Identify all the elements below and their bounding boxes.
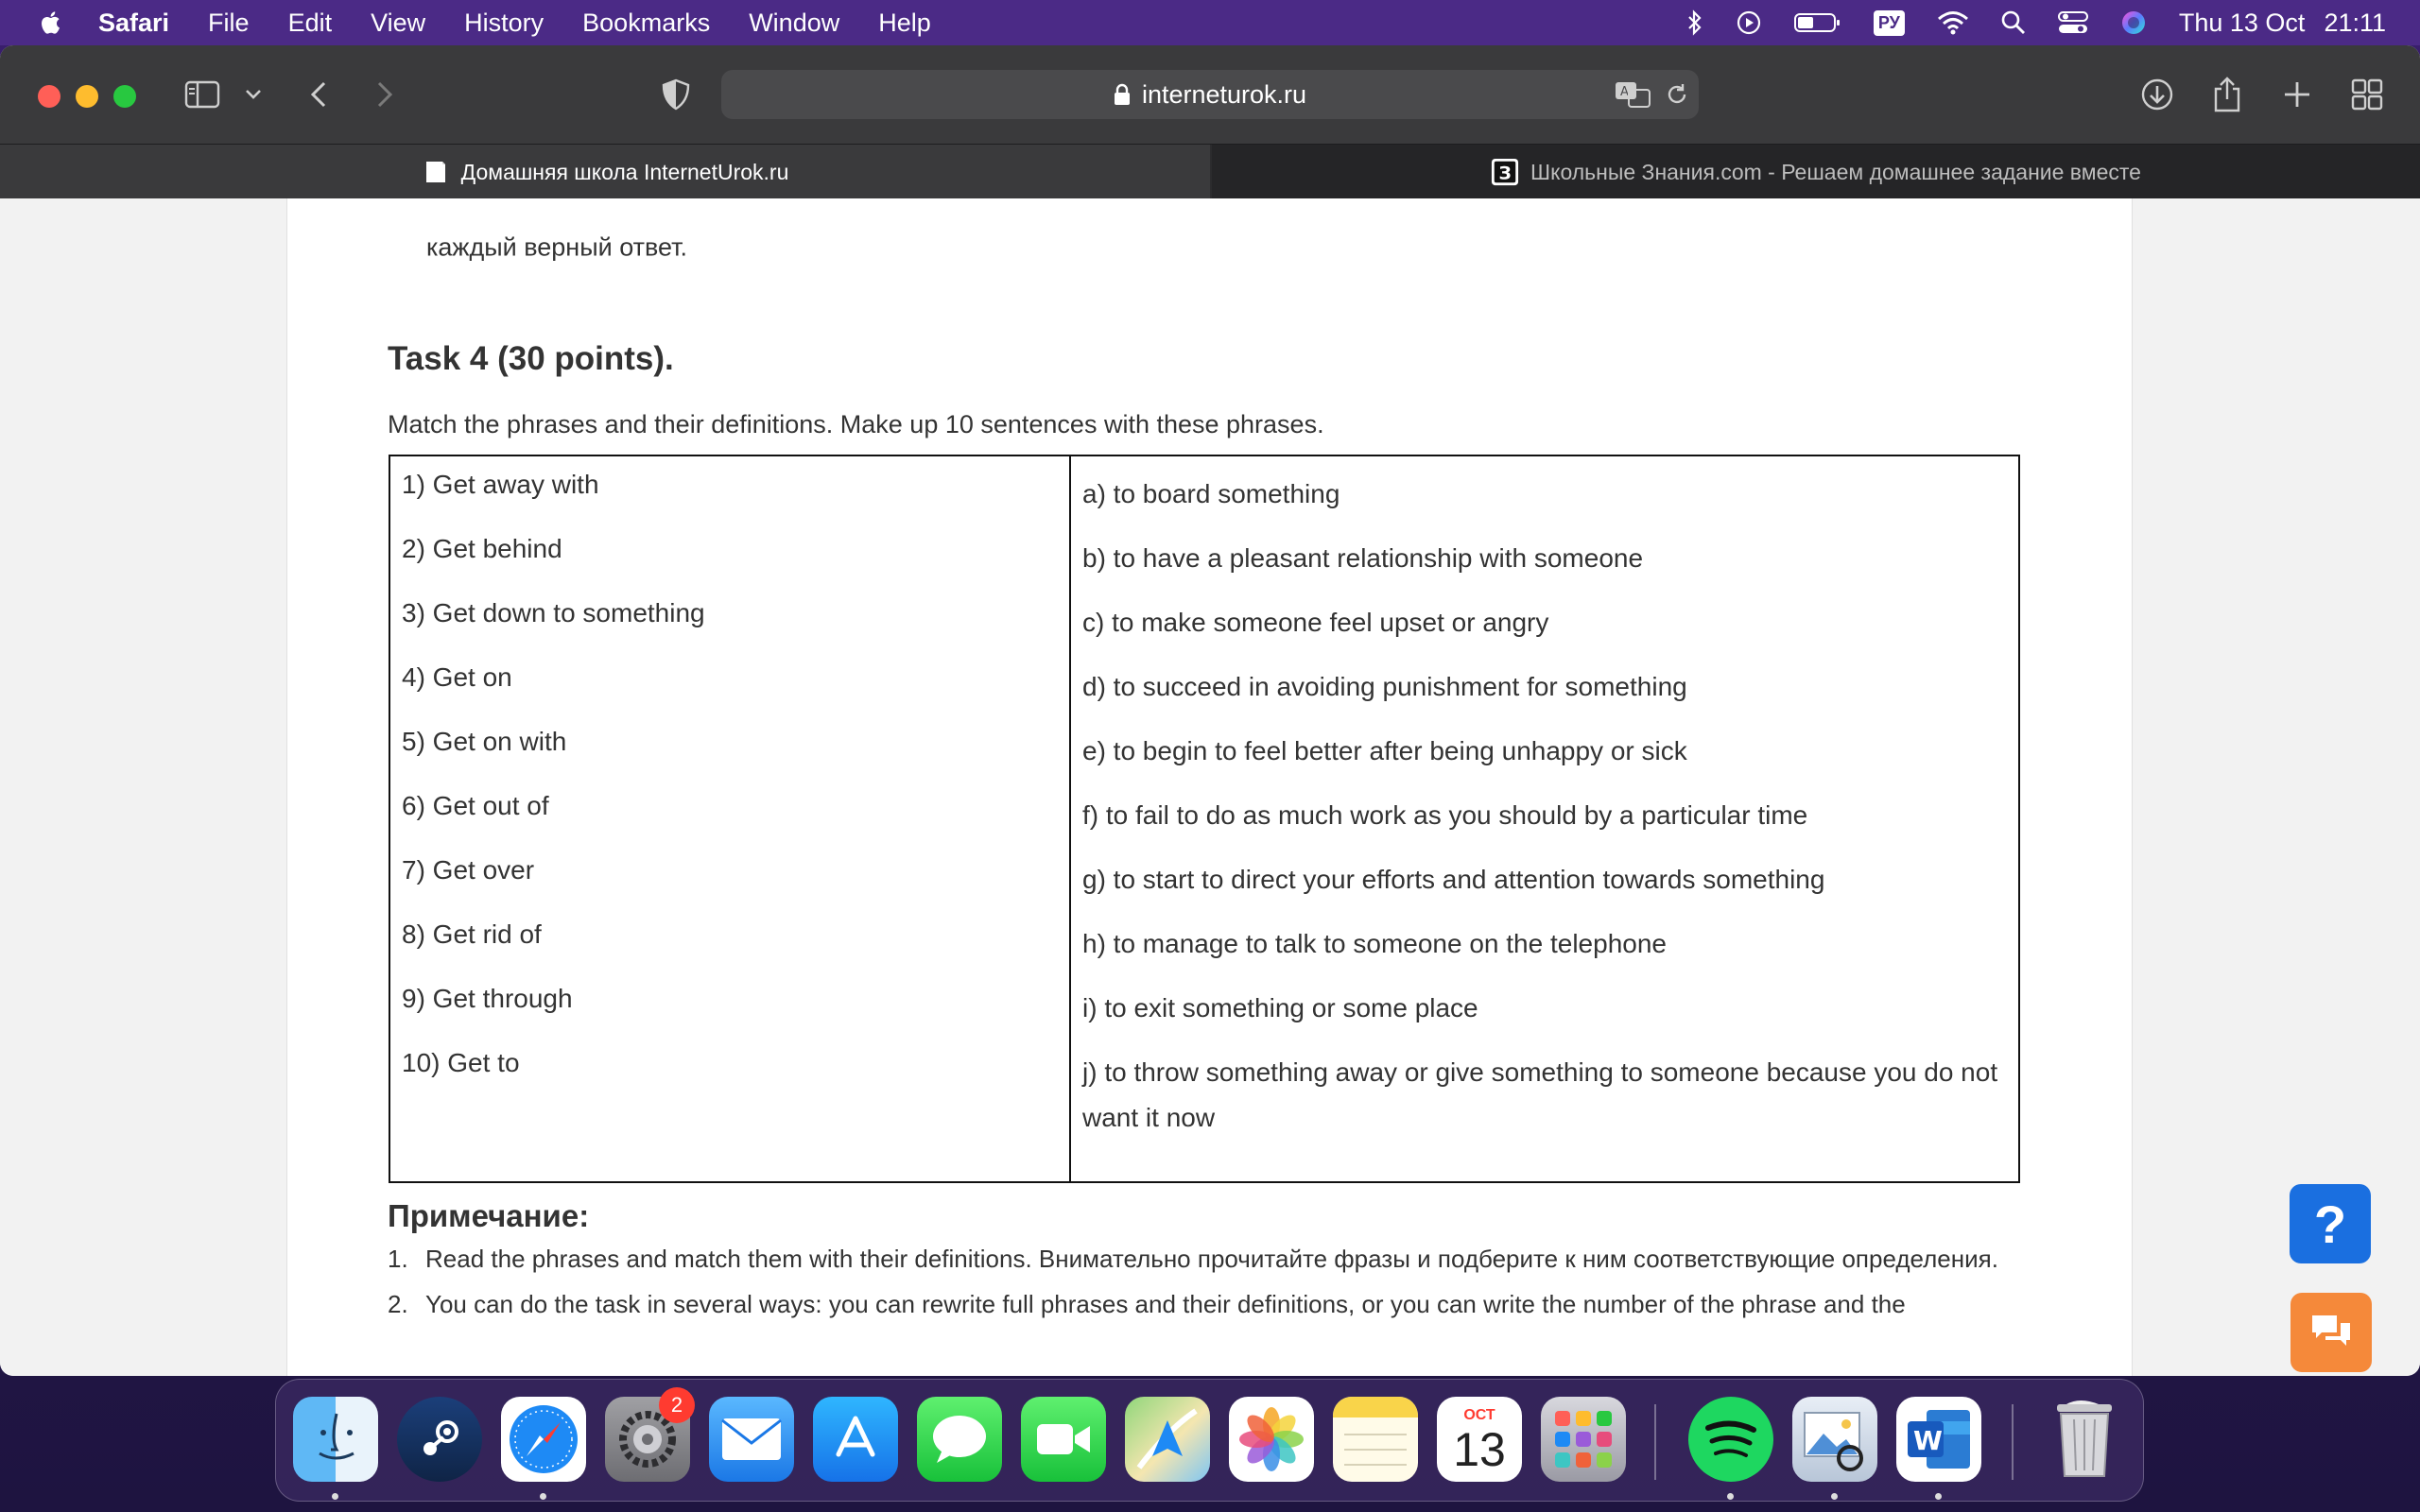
spotify-icon[interactable] bbox=[1688, 1397, 1773, 1482]
privacy-report-icon[interactable] bbox=[660, 76, 692, 113]
search-icon[interactable] bbox=[2001, 10, 2026, 35]
definition-item: i) to exit something or some place bbox=[1082, 993, 1478, 1022]
running-indicator bbox=[332, 1493, 338, 1500]
app-store-icon[interactable] bbox=[813, 1397, 898, 1482]
keyboard-layout-icon[interactable]: РУ bbox=[1874, 10, 1905, 36]
menu-history[interactable]: History bbox=[464, 8, 544, 37]
browser-toolbar bbox=[0, 45, 2420, 144]
definition-item: e) to begin to feel better after being unhappy or sick bbox=[1082, 736, 1687, 765]
wifi-icon[interactable] bbox=[1937, 10, 1969, 35]
running-indicator bbox=[540, 1493, 546, 1500]
definition-item: g) to start to direct your efforts and attention towards something bbox=[1082, 865, 1825, 894]
url-display[interactable] bbox=[721, 70, 1699, 119]
definition-item: a) to board something bbox=[1082, 479, 1340, 508]
notification-badge: 2 bbox=[659, 1387, 695, 1423]
control-center-icon[interactable] bbox=[2058, 10, 2088, 35]
phrase-item: 10) Get to bbox=[402, 1048, 520, 1077]
web-page[interactable] bbox=[0, 198, 2420, 1376]
note-number: 1. bbox=[388, 1245, 408, 1273]
svg-text:A: A bbox=[1620, 85, 1629, 99]
sidebar-toggle-icon[interactable] bbox=[183, 76, 221, 113]
trash-icon[interactable] bbox=[2042, 1397, 2127, 1482]
reload-icon[interactable] bbox=[1665, 82, 1689, 112]
new-tab-icon[interactable] bbox=[2278, 76, 2316, 113]
content-sheet bbox=[286, 198, 2133, 1376]
menu-app-name[interactable]: Safari bbox=[98, 8, 170, 37]
phrase-item: 5) Get on with bbox=[402, 727, 567, 756]
cut-off-text: каждый верный ответ. bbox=[426, 232, 688, 262]
downloads-icon[interactable] bbox=[2138, 76, 2176, 113]
close-window-button[interactable] bbox=[38, 85, 60, 108]
note-text: You can do the task in several ways: you can rewrite full phrases and their definitions, or you can write the number of the phrase and the bbox=[425, 1290, 1906, 1318]
definition-item: d) to succeed in avoiding punishment for something bbox=[1082, 672, 1687, 701]
play-icon[interactable] bbox=[1736, 9, 1762, 36]
svg-text:W: W bbox=[1913, 1425, 1943, 1456]
dock-separator bbox=[2012, 1404, 2014, 1480]
phrase-item: 1) Get away with bbox=[402, 470, 599, 499]
phrase-item: 8) Get rid of bbox=[402, 919, 542, 949]
lock-icon bbox=[1114, 83, 1131, 106]
phrase-item: 6) Get out of bbox=[402, 791, 549, 820]
note-number: 2. bbox=[388, 1290, 408, 1318]
tab-label: Школьные Знания.com - Решаем домашнее задание вместе bbox=[1530, 159, 2141, 184]
tab-znanija[interactable] bbox=[1212, 145, 2420, 199]
running-indicator bbox=[1831, 1493, 1838, 1500]
finder-icon[interactable] bbox=[293, 1397, 378, 1482]
phrase-item: 9) Get through bbox=[402, 984, 573, 1013]
messages-icon[interactable] bbox=[917, 1397, 1002, 1482]
forward-icon[interactable] bbox=[371, 76, 399, 113]
siri-icon[interactable] bbox=[2120, 9, 2147, 36]
notes-icon[interactable] bbox=[1333, 1397, 1418, 1482]
menu-window[interactable]: Window bbox=[749, 8, 840, 37]
battery-icon[interactable] bbox=[1794, 11, 1841, 34]
dock bbox=[275, 1379, 2144, 1502]
calendar-icon[interactable] bbox=[1437, 1397, 1522, 1482]
dock-separator bbox=[1654, 1404, 1656, 1480]
safari-window bbox=[0, 45, 2420, 1376]
menubar-time[interactable]: 21:11 bbox=[2324, 8, 2386, 37]
definition-item: j) to throw something away or give something to someone because you do not want it now bbox=[1082, 1057, 1998, 1132]
share-icon[interactable] bbox=[2208, 76, 2246, 113]
help-button[interactable]: ? bbox=[2290, 1184, 2371, 1263]
menu-bookmarks[interactable]: Bookmarks bbox=[582, 8, 711, 37]
url-text: interneturok.ru bbox=[1141, 79, 1307, 109]
launchpad-icon[interactable] bbox=[1541, 1397, 1626, 1482]
task-title: Task 4 (30 points). bbox=[388, 340, 674, 377]
definition-item: h) to manage to talk to someone on the telephone bbox=[1082, 929, 1667, 958]
bluetooth-icon[interactable] bbox=[1686, 9, 1703, 36]
definition-item: b) to have a pleasant relationship with someone bbox=[1082, 543, 1644, 573]
note-item bbox=[388, 1236, 2014, 1281]
phrase-item: 3) Get down to something bbox=[402, 598, 705, 627]
minimize-window-button[interactable] bbox=[76, 85, 98, 108]
microsoft-word-icon[interactable] bbox=[1896, 1397, 1981, 1482]
menu-file[interactable]: File bbox=[208, 8, 250, 37]
note-list bbox=[388, 1236, 2014, 1327]
maps-icon[interactable] bbox=[1125, 1397, 1210, 1482]
tab-bar bbox=[0, 144, 2420, 198]
facetime-icon[interactable] bbox=[1021, 1397, 1106, 1482]
definition-item: c) to make someone feel upset or angry bbox=[1082, 608, 1549, 637]
translate-icon[interactable] bbox=[1615, 81, 1651, 112]
phrases-column bbox=[390, 456, 1071, 1181]
chat-button[interactable] bbox=[2290, 1293, 2372, 1372]
definition-item: f) to fail to do as much work as you should by a particular time bbox=[1082, 800, 1808, 830]
definitions-column bbox=[1071, 456, 2018, 1181]
tab-label: Домашняя школа InternetUrok.ru bbox=[460, 159, 789, 184]
running-indicator bbox=[1935, 1493, 1942, 1500]
phrase-item: 7) Get over bbox=[402, 855, 535, 885]
tab-overview-icon[interactable] bbox=[2348, 76, 2386, 113]
tab-interneturok[interactable] bbox=[0, 145, 1210, 199]
menubar-date[interactable]: Thu 13 Oct bbox=[2178, 8, 2306, 37]
apple-icon[interactable] bbox=[40, 10, 60, 35]
svg-text:З: З bbox=[1498, 163, 1512, 184]
photos-icon[interactable] bbox=[1229, 1397, 1314, 1482]
running-indicator bbox=[1727, 1493, 1734, 1500]
chat-icon bbox=[2308, 1312, 2354, 1354]
note-title: Примечание: bbox=[388, 1198, 590, 1233]
menu-bar bbox=[0, 0, 2420, 45]
address-bar[interactable] bbox=[721, 70, 1699, 119]
note-text: Read the phrases and match them with their definitions. Внимательно прочитайте фразы и подберите к ним соответствующие определения. bbox=[425, 1245, 1998, 1273]
zoom-window-button[interactable] bbox=[113, 85, 136, 108]
chevron-down-icon[interactable] bbox=[242, 76, 265, 113]
calendar-day: 13 bbox=[1453, 1423, 1506, 1476]
task-description: Match the phrases and their definitions. Make up 10 sentences with these phrases. bbox=[388, 410, 1324, 438]
phrase-item: 4) Get on bbox=[402, 662, 512, 692]
matching-table bbox=[389, 455, 2020, 1183]
page-favicon-icon bbox=[422, 158, 450, 186]
menu-view[interactable]: View bbox=[371, 8, 426, 37]
note-item bbox=[388, 1281, 2014, 1327]
znanija-favicon-icon bbox=[1491, 158, 1519, 186]
calendar-month: ОСТ bbox=[1463, 1407, 1495, 1423]
menu-help[interactable]: Help bbox=[878, 8, 931, 37]
preview-icon[interactable] bbox=[1792, 1397, 1877, 1482]
phrase-item: 2) Get behind bbox=[402, 534, 562, 563]
back-icon[interactable] bbox=[304, 76, 333, 113]
mail-icon[interactable] bbox=[709, 1397, 794, 1482]
steam-icon[interactable] bbox=[397, 1397, 482, 1482]
menu-edit[interactable]: Edit bbox=[287, 8, 333, 37]
safari-icon[interactable] bbox=[501, 1397, 586, 1482]
